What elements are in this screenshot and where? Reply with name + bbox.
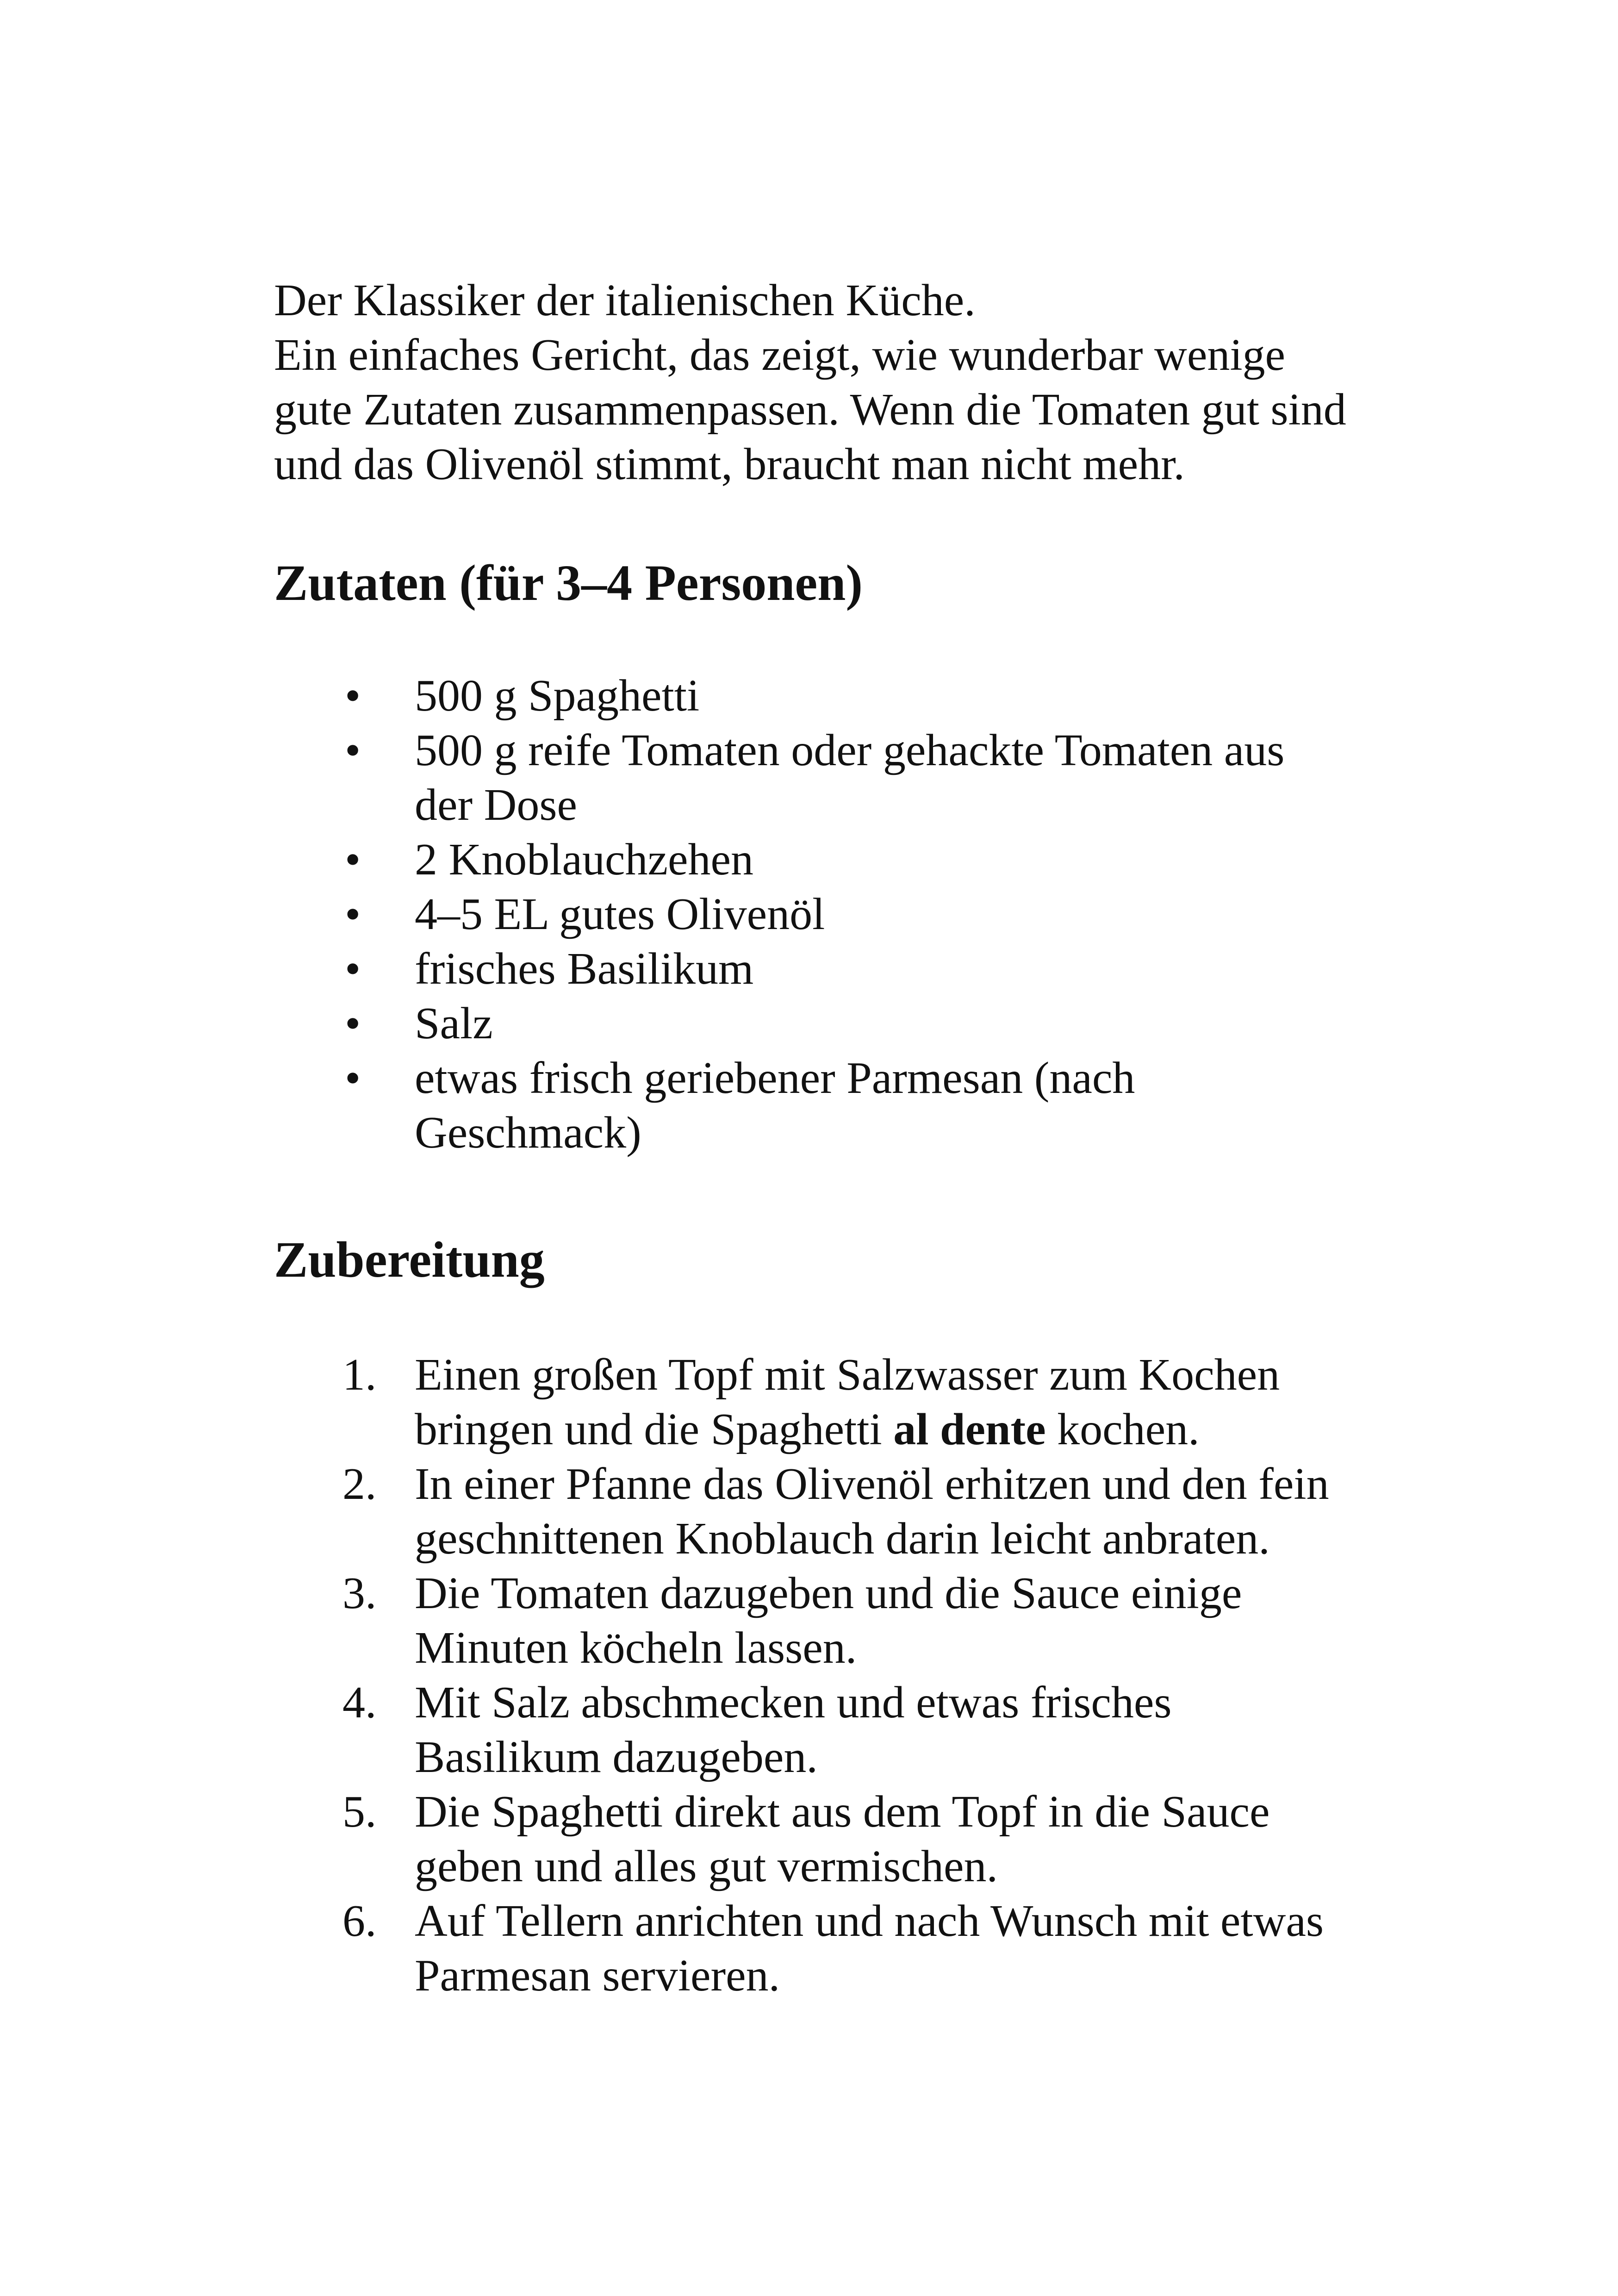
step-number: 4. <box>342 1678 377 1728</box>
ingredient-item <box>274 1051 1352 1160</box>
bullet-icon: • <box>345 944 361 994</box>
recipe-content <box>274 273 1352 2003</box>
bullet-icon: • <box>345 835 361 885</box>
step-bold-text: al dente <box>893 1404 1046 1454</box>
ingredient-item <box>274 668 1352 723</box>
ingredient-text: etwas frisch geriebener Parmesan (nach Geschmack) <box>415 1053 1135 1158</box>
bullet-icon: • <box>345 1053 361 1103</box>
bullet-icon: • <box>345 998 361 1048</box>
bullet-icon: • <box>345 671 361 721</box>
step-text-after: kochen. <box>1045 1404 1200 1454</box>
ingredient-item <box>274 723 1352 832</box>
step-text: Die Spaghetti direkt aus dem Topf in die Sauce geben und alles gut vermischen. <box>415 1787 1270 1891</box>
step-text: Die Tomaten dazugeben und die Sauce einige Minuten köcheln lassen. <box>415 1568 1242 1673</box>
ingredient-text: 2 Knoblauchzehen <box>415 835 753 885</box>
step-text-before: Einen großen Topf mit Salzwasser zum Kochen bringen und die Spaghetti <box>415 1350 1280 1454</box>
intro-paragraph: Ein einfaches Gericht, das zeigt, wie wunderbar wenige gute Zutaten zusammenpassen. Wenn die Tomaten gut sind und das Olivenöl stimmt, braucht man nicht mehr. <box>274 330 1346 489</box>
step-item <box>274 1894 1352 2003</box>
step-item <box>274 1566 1352 1675</box>
ingredient-item <box>274 942 1352 996</box>
step-item <box>274 1457 1352 1566</box>
ingredient-text: 500 g Spaghetti <box>415 671 700 721</box>
bullet-icon: • <box>345 889 361 939</box>
intro-section <box>274 273 1352 492</box>
ingredient-text: frisches Basilikum <box>415 944 754 994</box>
ingredient-item <box>274 996 1352 1051</box>
intro-line: Der Klassiker der italienischen Küche. <box>274 275 976 325</box>
step-text: Mit Salz abschmecken und etwas frisches Basilikum dazugeben. <box>415 1678 1172 1782</box>
step-number: 2. <box>342 1459 377 1509</box>
ingredients-list <box>274 668 1352 1160</box>
ingredient-text: 4–5 EL gutes Olivenöl <box>415 889 825 939</box>
ingredient-text: Salz <box>415 998 493 1048</box>
step-item <box>274 1348 1352 1457</box>
step-number: 5. <box>342 1787 377 1837</box>
step-text: Auf Tellern anrichten und nach Wunsch mit etwas Parmesan servieren. <box>415 1896 1324 2001</box>
ingredient-item <box>274 887 1352 942</box>
step-item <box>274 1784 1352 1894</box>
ingredients-heading: Zutaten (für 3–4 Personen) <box>274 555 863 611</box>
step-item <box>274 1675 1352 1784</box>
ingredient-text: 500 g reife Tomaten oder gehackte Tomaten aus der Dose <box>415 725 1285 830</box>
step-text: In einer Pfanne das Olivenöl erhitzen und den fein geschnittenen Knoblauch darin leicht anbraten. <box>415 1459 1329 1564</box>
step-number: 3. <box>342 1568 377 1618</box>
preparation-steps <box>274 1348 1352 2003</box>
preparation-heading: Zubereitung <box>274 1231 545 1288</box>
bullet-icon: • <box>345 725 361 775</box>
step-number: 6. <box>342 1896 377 1946</box>
ingredient-item <box>274 832 1352 887</box>
step-number: 1. <box>342 1350 377 1400</box>
